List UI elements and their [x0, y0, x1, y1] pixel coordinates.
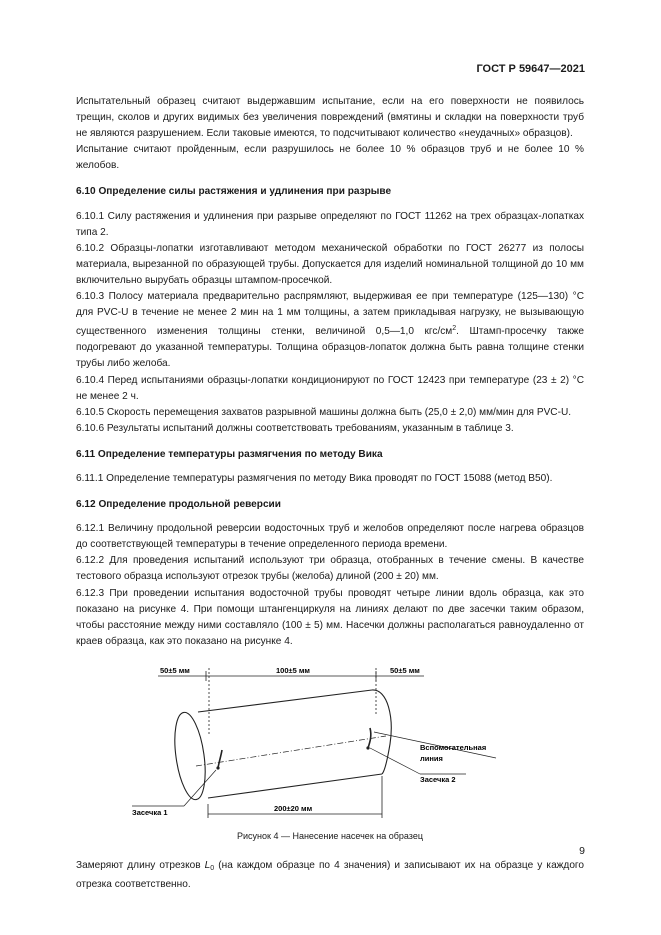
pipe-left-end	[170, 710, 210, 801]
document-body	[76, 94, 584, 893]
paragraph	[76, 142, 584, 174]
paragraph-text: 6.12.1 Величину продольной реверсии водосточных труб и желобов определяют после нагрева образцов до соответствующей температуры в течение определенного периода времени.	[76, 523, 584, 551]
paragraph-text: 6.12.2 Для проведения испытаний используют три образца, отобранных в течение смены. В качестве тестового образца используют отрезок трубы (желоба) длиной (200 ± 20) мм.	[76, 555, 584, 583]
paragraph-text: 6.10.1 Силу растяжения и удлинения при разрыве определяют по ГОСТ 11262 на трех образцах-лопатках типа 2.	[76, 210, 584, 238]
paragraph-text: (на каждом образце по 4 значения) и записывают их на образце у каждого отрезка соответственно.	[76, 860, 585, 891]
paragraph-text: 6.10.2 Образцы-лопатки изготавливают методом механической обработки по ГОСТ 26277 из полосы материала, вырезанной по образующей трубы. Допускается для изделий номинальной толщиной до 10 мм включительно вырубать образцы штампом-просечкой.	[76, 242, 584, 286]
document-code: ГОСТ Р 59647—2021	[476, 63, 585, 75]
paragraph	[76, 241, 584, 289]
notch-2-point	[366, 746, 369, 749]
dim-left-label: 50±5 мм	[160, 665, 190, 675]
aux-line-label-1: Вспомогательная	[420, 742, 487, 752]
dim-mid-label: 100±5 мм	[276, 665, 310, 675]
paragraph-text: 6.12.3 При проведении испытания водосточной трубы проводят четыре линии вдоль образца, как это показано на рисунке 4. При помощи штангенциркуля на линиях делают по две засечки таким образом, чтобы расстояние между ними составляло (100 ± 5) мм. Насечки должны располагаться равноудаленно от краев образца, как это показано на рисунке 4.	[76, 587, 584, 647]
notch1-label: Засечка 1	[132, 807, 168, 817]
paragraph	[76, 94, 584, 142]
paragraph-text: Замеряют длину отрезков	[76, 860, 205, 871]
notch-2	[368, 728, 371, 748]
paragraph	[76, 421, 584, 437]
paragraph-text: Испытательный образец считают выдержавшим испытание, если на его поверхности не появилось трещин, сколов и других видимых без увеличения повреждений (вмятины и складки на поверхности труб не являются разрушением. Если таковые имеются, то подсчитывают количество «неудачных» образцов).	[76, 96, 584, 140]
paragraph	[76, 521, 584, 553]
paragraph	[76, 471, 584, 487]
notch-1-point	[216, 766, 219, 769]
auxiliary-line	[196, 736, 386, 766]
paragraph-text: Испытание считают пройденным, если разрушилось не более 10 % образцов труб и не более 10 % желобов.	[76, 144, 584, 172]
paragraph	[76, 373, 584, 405]
pipe-outline	[198, 690, 382, 798]
paragraph-text: 6.11.1 Определение температуры размягчения по методу Вика проводят по ГОСТ 15088 (метод В50).	[76, 472, 553, 484]
page-number: 9	[579, 845, 585, 857]
paragraph-text: 6.10.6 Результаты испытаний должны соответствовать требованиям, указанным в таблице 3.	[76, 422, 514, 434]
notch2-label: Засечка 2	[420, 774, 456, 784]
dim-right-label: 50±5 мм	[390, 665, 420, 675]
paragraph-text: . Штамп-просечку также подогревают до указанной температуры. Толщина образцов-лопаток должна быть равна толщине стенки трубы либо желоба.	[76, 326, 584, 370]
paragraph	[76, 289, 584, 372]
paragraph-text: 6.10.4 Перед испытаниями образцы-лопатки кондиционируют по ГОСТ 12423 при температуре (23 ± 2) °С не менее 2 ч.	[76, 374, 584, 402]
leader-notch2	[370, 748, 420, 774]
paragraph	[76, 553, 584, 585]
figure-4	[76, 656, 584, 826]
dim-total-label: 200±20 мм	[274, 803, 313, 813]
paragraph	[76, 586, 584, 650]
section-heading: 6.10 Определение силы растяжения и удлинения при разрыве	[76, 186, 392, 198]
pipe-notch-diagram	[76, 656, 584, 826]
paragraph	[76, 858, 584, 893]
paragraph	[76, 209, 584, 241]
subscript: 0	[210, 865, 215, 872]
aux-line-label-2: линия	[420, 753, 443, 763]
section-heading: 6.11 Определение температуры размягчения по методу Вика	[76, 448, 383, 460]
notch-1	[218, 750, 222, 768]
superscript: 2	[452, 325, 457, 333]
section-heading: 6.12 Определение продольной реверсии	[76, 499, 281, 511]
leader-notch1	[184, 770, 216, 806]
paragraph-text: 6.10.5 Скорость перемещения захватов разрывной машины должна быть (25,0 ± 2,0) мм/мин для PVC-U.	[76, 406, 572, 418]
paragraph-text: 6.10.3 Полосу материала предварительно распрямляют, выдерживая ее при температуре (125—130) °С для PVC-U в течение не менее 2 мин на 1 мм толщины, а затем прикладывая нагрузку, не вызывающую существенного изменения толщины стенки, величиной 0,5—1,0 кгс/см	[76, 291, 584, 338]
figure-caption: Рисунок 4 — Нанесение насечек на образец	[237, 830, 423, 841]
variable: L	[204, 860, 211, 871]
paragraph	[76, 405, 584, 421]
